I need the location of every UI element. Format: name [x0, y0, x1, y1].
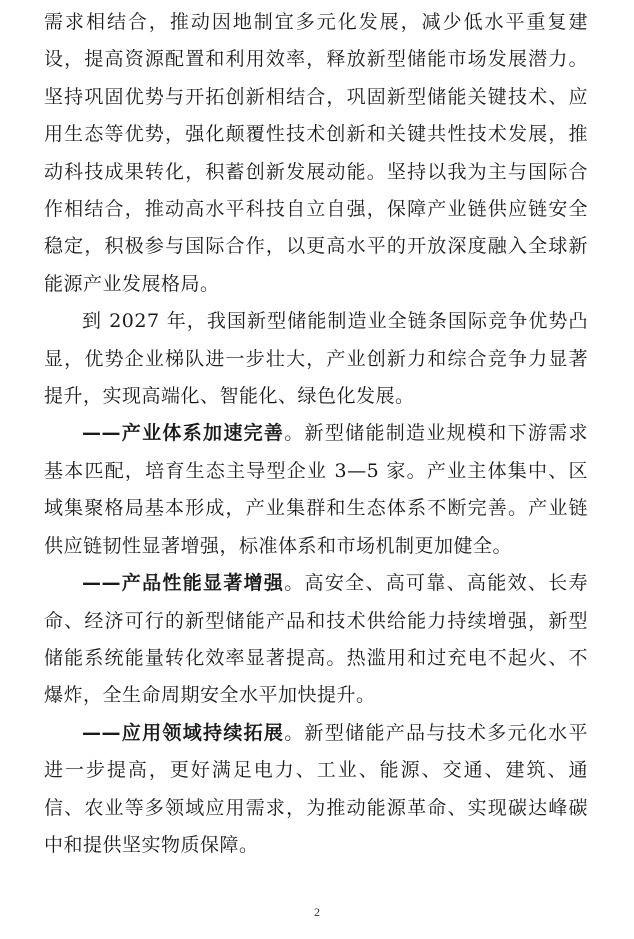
paragraph-application-fields [44, 715, 588, 865]
paragraph-heading: ——应用领域持续拓展 [82, 721, 285, 744]
paragraph-heading: ——产品性能显著增强 [82, 572, 285, 595]
paragraph-text: 。高安全、高可靠、高能效、长寿命、经济可行的新型储能产品和技术供给能力持续增强，新型储能系统能量转化效率显著提高。热滥用和过充电不起火、不爆炸，全生命周期安全水平加快提升。 [44, 572, 588, 707]
paragraph-text: 。新型储能产品与技术多元化水平进一步提高，更好满足电力、工业、能源、交通、建筑、通信、农业等多领域应用需求，为推动能源革命、实现碳达峰碳中和提供坚实物质保障。 [44, 721, 588, 856]
paragraph-heading: ——产业体系加速完善 [82, 422, 285, 445]
page-number: 2 [314, 905, 320, 919]
paragraph-text: 到 2027 年，我国新型储能制造业全链条国际竞争优势凸显，优势企业梯队进一步壮大，产业创新力和综合竞争力显著提升，实现高端化、智能化、绿色化发展。 [44, 310, 588, 408]
paragraph-2027-goal [44, 303, 588, 415]
paragraph-text: 。新型储能制造业规模和下游需求基本匹配，培育生态主导型企业 3—5 家。产业主体集中、区域集聚格局基本形成，产业集群和生态体系不断完善。产业链供应链韧性显著增强，标准体系和市场机制更加健全。 [44, 422, 588, 557]
paragraph-continued-principles [44, 4, 588, 303]
paragraph-industry-system [44, 415, 588, 565]
paragraph-product-performance [44, 565, 588, 715]
paragraph-text: 需求相结合，推动因地制宜多元化发展，减少低水平重复建设，提高资源配置和利用效率，释放新型储能市场发展潜力。坚持巩固优势与开拓创新相结合，巩固新型储能关键技术、应用生态等优势，强化颠覆性技术创新和关键共性技术发展，推动科技成果转化，积蓄创新发展动能。坚持以我为主与国际合作相结合，推动高水平科技自立自强，保障产业链供应链安全稳定，积极参与国际合作，以更高水平的开放深度融入全球新能源产业发展格局。 [44, 11, 588, 295]
